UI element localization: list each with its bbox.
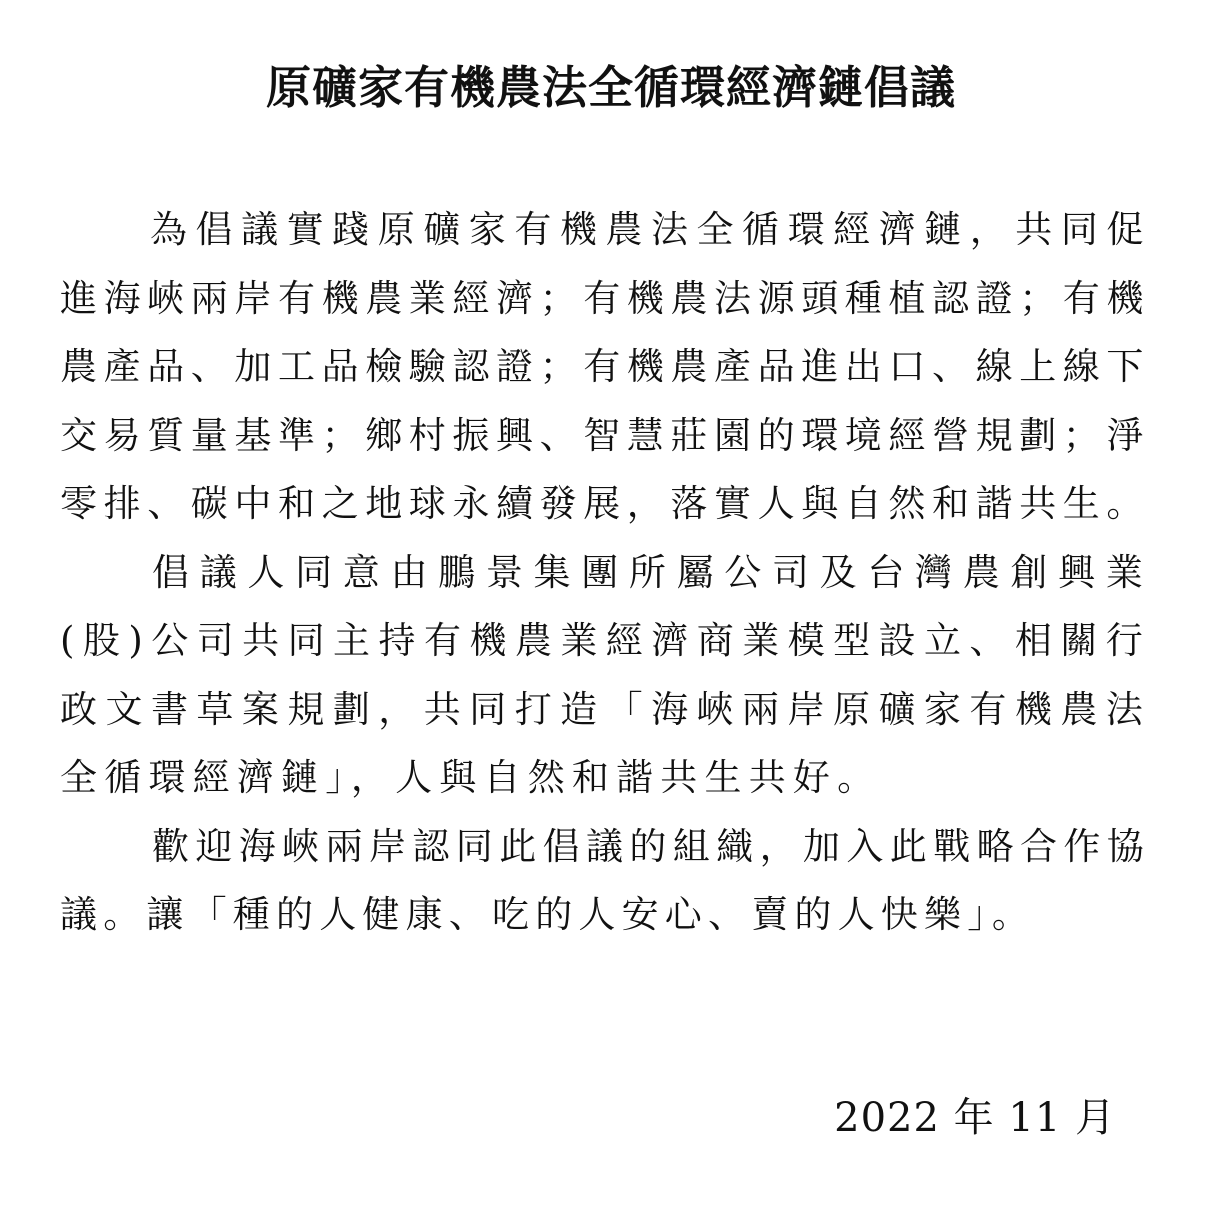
document-body xyxy=(60,196,1150,950)
paragraph-welcome-invitation: 歡迎海峽兩岸認同此倡議的組織，加入此戰略合作協議。讓「種的人健康、吃的人安心、賣的人快樂」。 xyxy=(60,824,1150,936)
paragraph-initiator-agreement: 倡議人同意由鵬景集團所屬公司及台灣農創興業(股)公司共同主持有機農業經濟商業模型設立、相關行政文書草案規劃，共同打造「海峽兩岸原礦家有機農法全循環經濟鏈」，人與自然和諧共生共好。 xyxy=(60,550,1150,799)
document-title: 原礦家有機農法全循環經濟鏈倡議 xyxy=(265,61,956,114)
document-date: 2022 年 11 月 xyxy=(834,1095,1116,1141)
paragraph-initiative-purpose: 為倡議實踐原礦家有機農法全循環經濟鏈，共同促進海峽兩岸有機農業經濟；有機農法源頭種植認證；有機農產品、加工品檢驗認證；有機農產品進出口、線上線下交易質量基準；鄉村振興、智慧莊園的環境經營規劃；淨零排、碳中和之地球永續發展，落實人與自然和諧共生。 xyxy=(60,208,1150,525)
